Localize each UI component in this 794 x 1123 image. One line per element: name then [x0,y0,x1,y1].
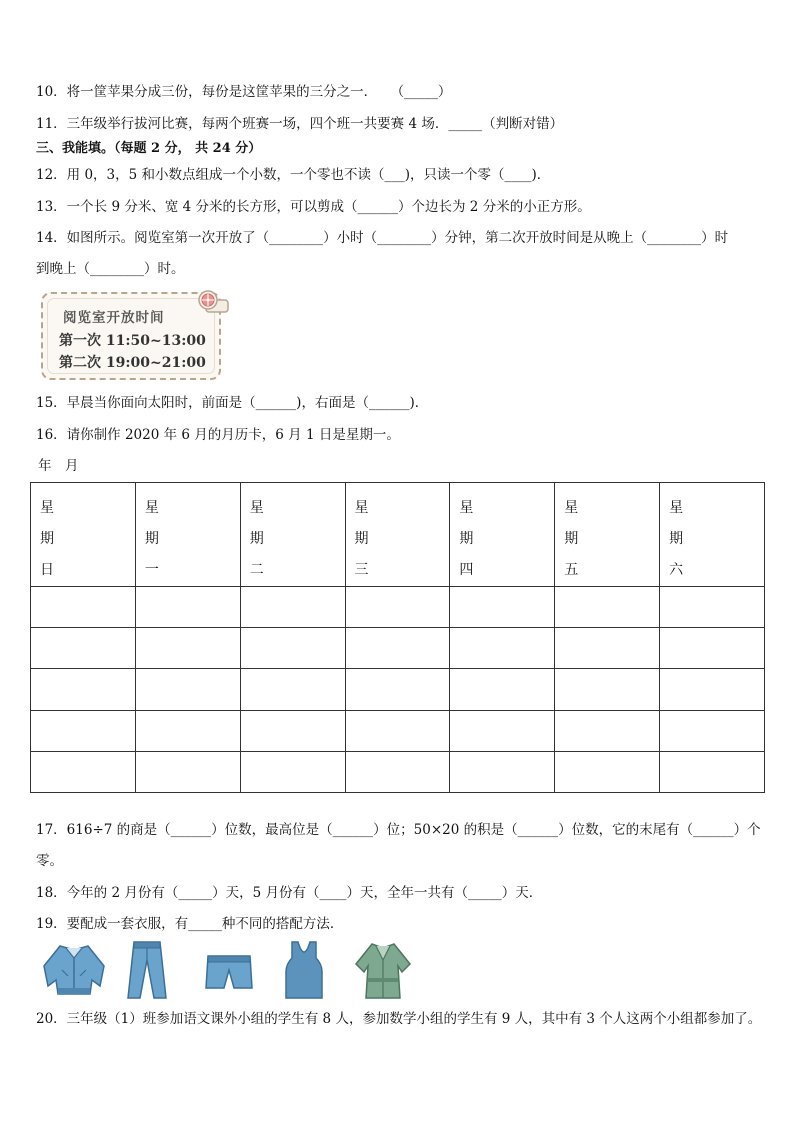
calendar-cell[interactable] [135,710,240,751]
header-sunday: 星 期 日 [31,483,136,587]
calendar-cell[interactable] [31,710,136,751]
film-reel-icon [197,288,231,318]
calendar-cell[interactable] [345,587,450,628]
q15: 15．早晨当你面向太阳时，前面是（______)，右面是（______)． [36,395,429,411]
calendar-table [30,482,765,793]
opening-hours-notice [41,292,221,380]
calendar-cell[interactable] [135,669,240,710]
calendar-row [31,751,765,792]
notice-row-1: 第一次 11:50~13:00 [59,333,206,349]
q19: 19．要配成一套衣服，有_____种不同的搭配方法． [36,916,344,932]
calendar-cell[interactable] [135,628,240,669]
q12: 12．用 0，3，5 和小数点组成一个小数，一个零也不读（___)，只读一个零（____)． [36,167,551,183]
calendar-cell[interactable] [345,751,450,792]
header-thursday: 星 期 四 [450,483,555,587]
q20: 20．三年级（1）班参加语文课外小组的学生有 8 人，参加数学小组的学生有 9 人，其中有 3 个人这两个小组都参加了。 [36,1011,762,1027]
calendar-cell[interactable] [345,628,450,669]
calendar-cell[interactable] [240,710,345,751]
pants-icon [126,940,168,1000]
calendar-cell[interactable] [450,628,555,669]
q18: 18．今年的 2 月份有（_____）天，5 月份有（____）天，全年一共有（_____）天． [36,885,543,901]
header-saturday: 星 期 六 [660,483,765,587]
calendar-cell[interactable] [240,751,345,792]
header-wednesday: 星 期 三 [345,483,450,587]
shorts-icon [204,940,254,1000]
calendar-cell[interactable] [135,751,240,792]
calendar-cell[interactable] [555,751,660,792]
calendar-row [31,628,765,669]
header-friday: 星 期 五 [555,483,660,587]
q14-line1: 14．如图所示。阅览室第一次开放了（________）小时（________）分钟，第二次开放时间是从晚上（________）时 [36,230,729,246]
coat-icon [354,940,412,1000]
notice-title: 阅览室开放时间 [63,310,165,326]
calendar-cell[interactable] [555,669,660,710]
header-monday: 星 期 一 [135,483,240,587]
header-tuesday: 星 期 二 [240,483,345,587]
calendar-cell[interactable] [450,710,555,751]
calendar-cell[interactable] [450,587,555,628]
calendar-cell[interactable] [660,751,765,792]
q13: 13．一个长 9 分米、宽 4 分米的长方形，可以剪成（______）个边长为 2 分米的小正方形。 [36,199,591,215]
calendar-cell[interactable] [555,710,660,751]
calendar-cell[interactable] [31,669,136,710]
calendar-cell[interactable] [555,628,660,669]
calendar-cell[interactable] [660,628,765,669]
calendar-cell[interactable] [345,669,450,710]
calendar-cell[interactable] [450,751,555,792]
calendar-cell[interactable] [345,710,450,751]
q16: 16．请你制作 2020 年 6 月的月历卡，6 月 1 日是星期一。 [36,427,400,443]
calendar-cell[interactable] [660,669,765,710]
q10: 10．将一筐苹果分成三份，每份是这筐苹果的三分之一． （_____） [36,84,452,100]
vest-icon [284,940,324,1000]
q14-line2: 到晚上（________）时。 [36,261,185,277]
calendar-cell[interactable] [660,710,765,751]
calendar-cell[interactable] [660,587,765,628]
jacket-icon [38,940,110,1000]
calendar-row [31,710,765,751]
calendar-row [31,587,765,628]
calendar-cell[interactable] [240,628,345,669]
year-month-label: 年 月 [38,458,79,474]
section-heading: 三、我能填。（每题 2 分， 共 24 分） [36,141,262,156]
calendar-cell[interactable] [240,669,345,710]
notice-row-2: 第二次 19:00~21:00 [59,355,206,371]
calendar-cell[interactable] [31,751,136,792]
q17-line2: 零。 [36,853,63,869]
calendar-cell[interactable] [450,669,555,710]
calendar-row [31,669,765,710]
q17-line1: 17．616÷7 的商是（______）位数，最高位是（______）位；50×20 的积是（______）位数，它的末尾有（______）个 [36,822,761,838]
calendar-cell[interactable] [31,587,136,628]
calendar-cell[interactable] [240,587,345,628]
calendar-header-row [31,483,765,587]
calendar-cell[interactable] [555,587,660,628]
calendar-cell[interactable] [135,587,240,628]
q11: 11．三年级举行拔河比赛，每两个班赛一场，四个班一共要赛 4 场．_____（判断对错） [36,116,564,132]
calendar-cell[interactable] [31,628,136,669]
